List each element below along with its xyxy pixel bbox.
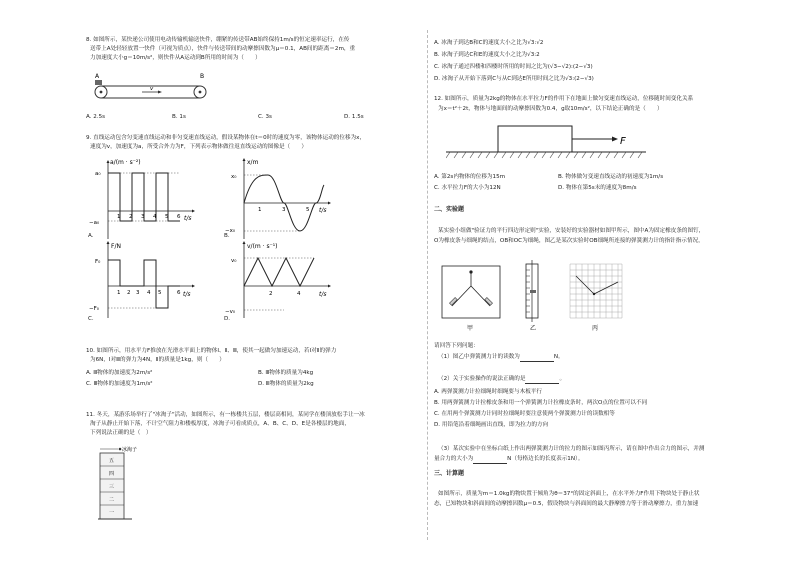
- q8-text-line2: 送带上A处轻轻放置一快件（可视为质点），快件与传送带间的动摩擦因数为μ＝0.1，AB间的距离＝2m，重: [90, 46, 356, 52]
- q10-text-line2: 为6N，Ⅰ对Ⅲ的弹力为4N，Ⅱ的质量是1kg，则（ ）: [90, 357, 225, 363]
- q9b-tick-5: 5: [306, 207, 310, 213]
- q12-option-c: C. 水平拉力F的大小为12N: [434, 185, 501, 191]
- velocity-label: v: [150, 86, 154, 92]
- q8-text-line3: 力加速度大小g＝10m/s²，则快件从A运动到B所用的时间为（ ）: [90, 55, 261, 61]
- exp-option-a: A. 两弹簧测力计拉细绳时细绳要与木板平行: [434, 389, 542, 395]
- answer-blank-2[interactable]: [525, 377, 559, 384]
- figure-yi: [512, 258, 556, 334]
- q10-option-c: C. Ⅲ物体的加速度为1m/s²: [86, 381, 153, 387]
- figure-bing: [566, 258, 626, 334]
- q9b-tick-1: 1: [258, 207, 262, 213]
- q9b-ypos: x₀: [231, 174, 237, 180]
- building-figure: [98, 443, 170, 523]
- exp-question-3-text: 量合力的大小为: [434, 456, 474, 462]
- label-yi: 乙: [530, 325, 537, 332]
- q11-text-line2: 淘子从静止开始下落，不计空气阻力和楼板厚度，冰淘子可看成质点，A、B、C、D、E是各楼层的地面，: [90, 421, 350, 427]
- q9-letter-a: A.: [88, 233, 94, 239]
- q11-text-line1: 11. 冬天，某游乐场举行了"冰淘子"活动，如图所示，有一栋楼共五层，楼层高相同，某同学在楼顶放松手让一冰: [86, 412, 365, 418]
- q9-graph-a: [88, 155, 198, 243]
- exp-question-1: [438, 354, 564, 362]
- q9c-tick-3: 3: [136, 290, 140, 296]
- conveyor-belt-figure: [92, 72, 212, 108]
- q12-option-b: B. 物体做匀变速直线运动的初速度为1m/s: [558, 174, 664, 180]
- q9-letter-d: D.: [224, 316, 231, 322]
- q9c-ylabel: F/N: [111, 243, 121, 250]
- q8-option-c: C. 3s: [258, 114, 272, 120]
- q11-text-line3: 下列说法正确的是（ ）: [90, 430, 152, 436]
- q8-option-b: B. 1s: [172, 114, 186, 120]
- q9b-xlabel: t/s: [319, 207, 327, 214]
- q11-option-c: C. 冰淘子通过四楼和四楼时所用的时间之比为(√3−√2):(2−√3): [434, 64, 593, 70]
- q8-text-line1: 8. 如图所示，某快递公司使用电动传输机输送快件，绷紧的传送带AB始终保持1m/s的恒定速率运行，在传: [86, 37, 350, 43]
- label-b: B: [200, 73, 205, 80]
- label-a: A: [95, 73, 100, 80]
- q10-option-d: D. Ⅲ物体的质量为2kg: [258, 381, 314, 387]
- section-calc-heading: 三、计算题: [434, 470, 465, 477]
- q9a-tick-2: 2: [129, 214, 133, 220]
- q9d-yneg: −v₀: [225, 309, 236, 315]
- column-divider: [427, 30, 428, 540]
- q9a-tick-4: 4: [153, 214, 157, 220]
- exp-question-3-line2: [434, 456, 583, 464]
- q9c-ypos: F₀: [95, 259, 101, 265]
- exp-option-c: C. 在用两个弹簧测力计同时拉细绳时要注意使两个弹簧测力计的读数相等: [434, 411, 615, 417]
- q10-option-b: B. Ⅲ物体的质量为4kg: [258, 370, 314, 376]
- calc-text-line2: 态，已知物块和斜面间的动摩擦因数μ＝0.5，假设物块与斜面间的最大静摩擦力等于滑动摩擦力，重力加速: [434, 501, 699, 507]
- q9c-yneg: −F₀: [89, 306, 99, 312]
- q9d-tick-4: 4: [297, 291, 301, 297]
- q9c-tick-4: 4: [147, 290, 151, 296]
- q9c-tick-6: 6: [177, 290, 181, 296]
- q9a-xlabel: t/s: [184, 215, 192, 222]
- figure-jia: [440, 258, 504, 334]
- q8-option-a: A. 2.5s: [86, 114, 106, 120]
- q9c-tick-1: 1: [117, 290, 121, 296]
- q11-option-a: A. 冰淘子到达B和C的速度大小之比为√3:√2: [434, 40, 544, 46]
- q9a-ypos: a₀: [95, 171, 101, 177]
- q11-option-b: B. 冰淘子到达C和E的速度大小之比为√3:2: [434, 52, 540, 58]
- left-column: [86, 0, 420, 562]
- q9c-tick-5: 5: [158, 290, 162, 296]
- q9d-ylabel: v/(m · s⁻¹): [247, 243, 278, 250]
- section-experiment-heading: 二、实验题: [434, 206, 465, 213]
- floor-3: 三: [109, 484, 115, 490]
- block-force-figure: [446, 118, 646, 168]
- q12-option-d: D. 物体在第5s末的速度为8m/s: [558, 185, 637, 191]
- q12-text-line2: 为x＝t²＋2t，物体与地面间的动摩擦因数为0.4，g取10m/s²，以下结论正确的是（ ）: [438, 106, 663, 112]
- exp-question-2-text: （2）关于实验操作的说法正确的是: [438, 376, 526, 382]
- q9a-tick-1: 1: [117, 214, 121, 220]
- label-bing: 丙: [592, 325, 599, 332]
- q9b-ylabel: x/m: [247, 159, 259, 166]
- exp-question-2-end: 。: [559, 376, 566, 382]
- exp-question-1-unit: N。: [553, 354, 564, 360]
- q9c-tick-2: 2: [127, 290, 131, 296]
- q9a-tick-3: 3: [141, 214, 145, 220]
- exp-question-2: [438, 376, 565, 384]
- right-column: [434, 0, 774, 562]
- q9d-tick-2: 2: [269, 291, 273, 297]
- floor-2: 二: [109, 497, 115, 503]
- floor-4: 四: [109, 471, 115, 477]
- exp-question-3-line1: （3）某次实验中在坐标白纸上作出两弹簧测力计的拉力的图示如图丙所示，请在图中作出合力的图示，并测: [438, 446, 705, 452]
- q10-text-line1: 10. 如图所示，用水平力F推放在光滑水平面上的物体Ⅰ、Ⅱ、Ⅲ，使其一起做匀加速运动，若Ⅰ对Ⅱ的弹力: [86, 348, 337, 354]
- exp-text-line2: O为橡皮条与细绳的结点，OB和OC为细绳，图乙是某次实验时OB细绳所连接的弹簧测力计的指针指示情况，: [434, 238, 704, 244]
- answer-blank-3[interactable]: [473, 457, 507, 464]
- q9-graph-d: [224, 238, 334, 324]
- q9-graph-b: [224, 155, 334, 243]
- calc-text-line1: 如图所示，质量为m＝1.0kg的物块置于倾角为θ＝37°的固定斜面上，在水平外力F作用下物块处于静止状: [438, 491, 700, 497]
- q9a-yneg: −a₀: [89, 220, 100, 226]
- q9a-ylabel: a/(m · s⁻²): [110, 159, 141, 166]
- q9a-tick-5: 5: [165, 214, 169, 220]
- icicle-label: 冰淘子: [122, 447, 138, 453]
- q9-text-line2: 速度为v，加速度为a，所受合外力为F，下列表示物体做往返直线运动的图像是（ ）: [90, 144, 307, 150]
- q9-text-line1: 9. 直线运动包含匀变速直线运动和非匀变速直线运动，假设某物体在t＝0时的速度为零，该物体运动的位移为x，: [86, 135, 366, 141]
- exp-text-line1: 某实验小组做"验证力的平行四边形定则"实验，安装好的实验器材如图甲所示，图中A为固定橡皮条的图钉，: [438, 228, 705, 234]
- q9b-tick-3: 3: [282, 207, 286, 213]
- q11-option-d: D. 冰淘子从开始下落到C与从C到达E所用时间之比为√3:(2−√3): [434, 76, 594, 82]
- q10-option-a: A. Ⅲ物体的加速度为2m/s²: [86, 370, 153, 376]
- q12-option-a: A. 第2s内物体的位移为15m: [434, 174, 506, 180]
- exp-question-1-text: （1）图乙中弹簧测力计的读数为: [438, 354, 520, 360]
- exp-question-intro: 请回答下列问题：: [434, 343, 479, 349]
- exp-option-d: D. 用铅笔沿着细绳画出直线，即为拉力的方向: [434, 422, 549, 428]
- exp-option-b: B. 用两弹簧测力计拉橡皮条和用一个弹簧测力计拉橡皮条时，两次O点的位置可以不同: [434, 400, 648, 406]
- q9-letter-c: C.: [88, 316, 94, 322]
- q9c-xlabel: t/s: [183, 291, 191, 298]
- q8-option-d: D. 1.5s: [344, 114, 364, 120]
- q12-text-line1: 12. 如图所示，质量为2kg的物体在水平拉力F的作用下在地面上做匀变速直线运动，位移随时间变化关系: [434, 96, 694, 102]
- exp-question-3-tail: N（每格边长的长度表示1N）。: [507, 456, 584, 462]
- floor-1: 一: [109, 510, 115, 516]
- q9b-yneg: −x₀: [225, 228, 236, 234]
- force-label: F: [620, 136, 626, 147]
- q9-letter-b: B.: [224, 233, 230, 239]
- label-jia: 甲: [467, 325, 474, 332]
- floor-5: 五: [109, 458, 115, 464]
- q9-graph-c: [88, 238, 198, 324]
- q9d-xlabel: t/s: [319, 291, 327, 298]
- answer-blank-1[interactable]: [520, 355, 554, 362]
- q9d-ypos: v₀: [231, 258, 237, 264]
- q9a-tick-6: 6: [177, 214, 181, 220]
